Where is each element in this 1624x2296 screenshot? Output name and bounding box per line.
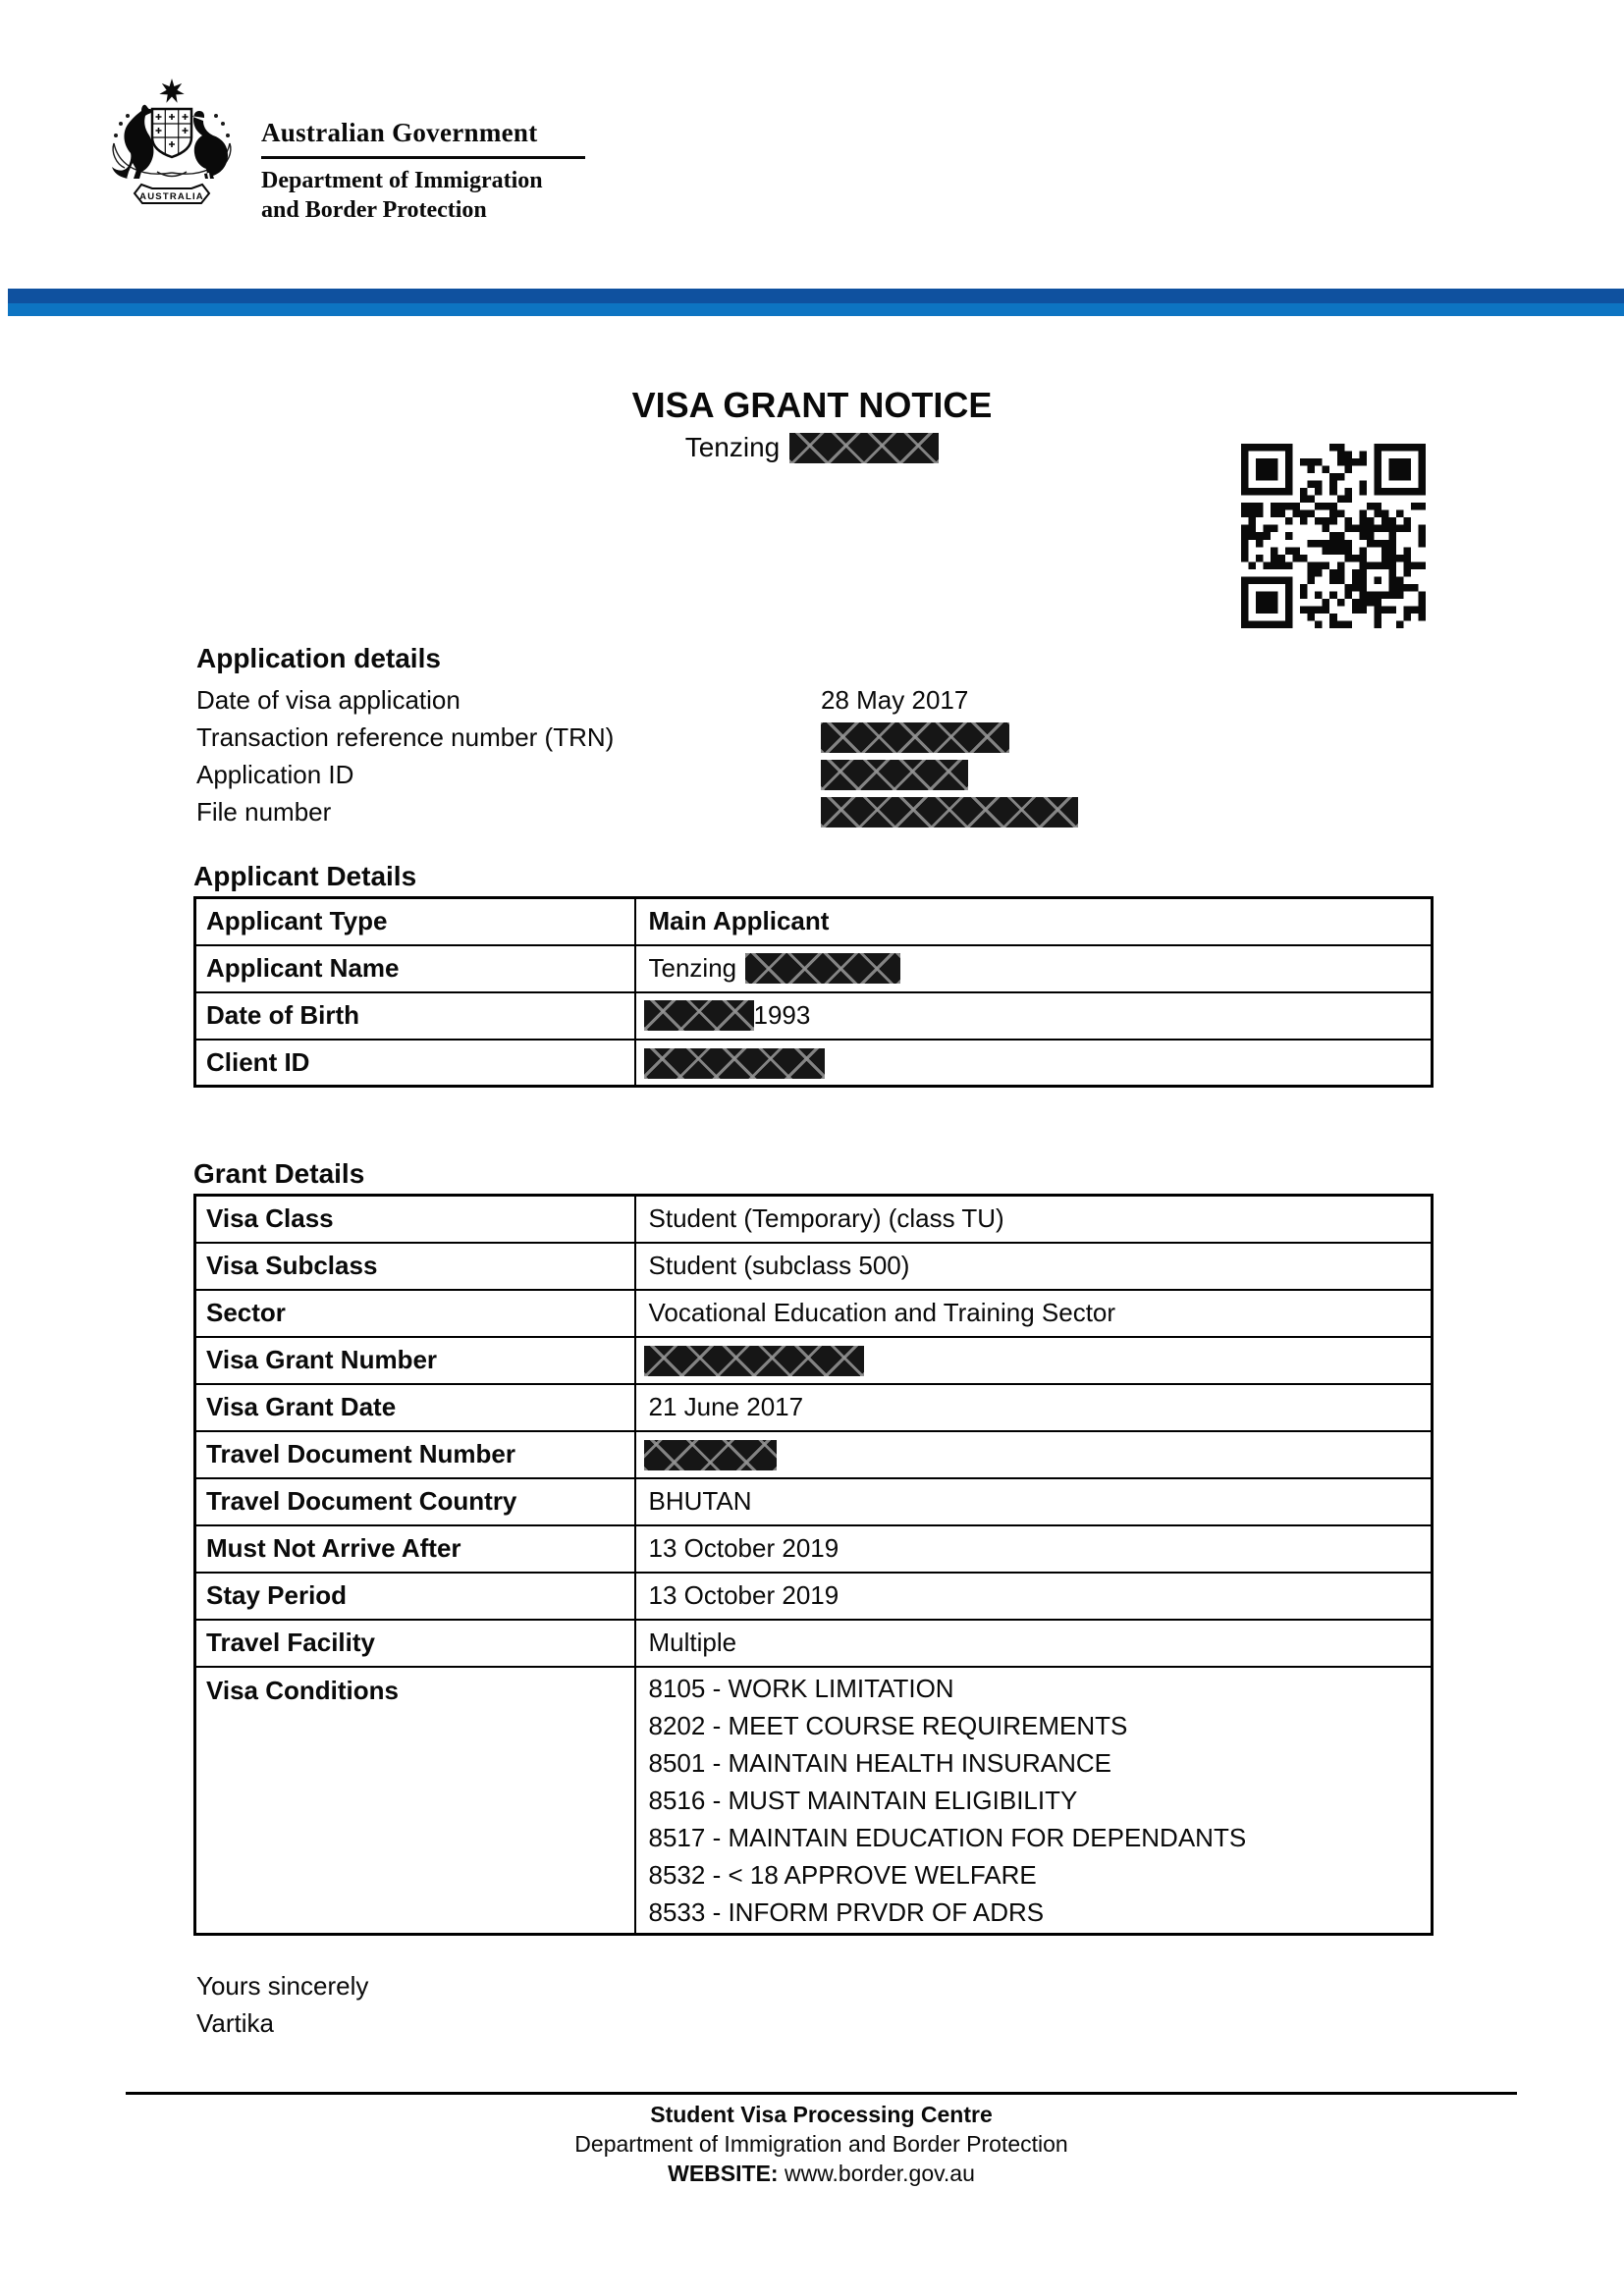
applicant-details-section	[193, 862, 1434, 1088]
signoff	[196, 1967, 368, 2042]
footer	[126, 2100, 1517, 2188]
visa-condition: 8105 - WORK LIMITATION	[648, 1673, 954, 1703]
redacted-surname	[789, 433, 939, 463]
redacted-surname	[745, 953, 900, 984]
website-label: WEBSITE:	[668, 2161, 779, 2186]
redacted-client-id	[644, 1048, 825, 1079]
detail-row: Transaction reference number (TRN)	[196, 719, 1335, 756]
table-row: Travel Document Number	[195, 1431, 1433, 1478]
redacted-visa-grant-number	[644, 1346, 864, 1376]
footer-dept-name: Department of Immigration and Border Protection	[574, 2131, 1068, 2157]
visa-condition: 8533 - INFORM PRVDR OF ADRS	[648, 1896, 1045, 1927]
visa-condition: 8501 - MAINTAIN HEALTH INSURANCE	[648, 1747, 1111, 1778]
redacted-file-number	[821, 797, 1078, 828]
footer-website-line	[126, 2159, 1517, 2188]
visa-conditions-list	[635, 1667, 1433, 1935]
redacted-application-id	[821, 760, 968, 790]
detail-row: File number	[196, 793, 1335, 830]
header-divider-bar	[8, 289, 1624, 316]
table-row: Travel Document Country BHUTAN	[195, 1478, 1433, 1525]
applicant-details-table	[193, 896, 1434, 1088]
table-row: Date of Birth 1993	[195, 992, 1433, 1040]
table-row: Applicant Name Tenzing	[195, 945, 1433, 992]
applicant-first-name: Tenzing	[684, 432, 781, 462]
footer-centre-name: Student Visa Processing Centre	[650, 2102, 993, 2127]
detail-row: Date of visa application 28 May 2017	[196, 684, 969, 715]
table-row: Visa Subclass Student (subclass 500)	[195, 1243, 1433, 1290]
coat-of-arms-icon	[98, 77, 245, 206]
page-title: VISA GRANT NOTICE	[631, 385, 993, 425]
visa-condition: 8532 - < 18 APPROVE WELFARE	[648, 1859, 1037, 1890]
table-row: Must Not Arrive After 13 October 2019	[195, 1525, 1433, 1573]
detail-value: 28 May 2017	[821, 684, 969, 715]
footer-divider	[126, 2092, 1517, 2095]
visa-condition: 8516 - MUST MAINTAIN ELIGIBILITY	[648, 1785, 1078, 1815]
dept-line1: Department of Immigration	[261, 168, 543, 193]
table-row: Travel Facility Multiple	[195, 1620, 1433, 1667]
visa-condition: 8517 - MAINTAIN EDUCATION FOR DEPENDANTS	[648, 1822, 1247, 1852]
crest-banner-text: AUSTRALIA	[139, 191, 204, 202]
qr-code	[1241, 444, 1426, 628]
website-url: www.border.gov.au	[784, 2161, 975, 2186]
visa-condition: 8202 - MEET COURSE REQUIREMENTS	[648, 1710, 1128, 1740]
government-logo	[98, 77, 585, 225]
section-heading: Applicant Details	[193, 861, 417, 891]
table-row: Visa Grant Date 21 June 2017	[195, 1384, 1433, 1431]
table-row: Stay Period 13 October 2019	[195, 1573, 1433, 1620]
signoff-line1: Yours sincerely	[196, 1971, 369, 2001]
table-row: Sector Vocational Education and Training Sector	[195, 1290, 1433, 1337]
signoff-line2: Vartika	[196, 2008, 274, 2038]
table-row: Visa Class Student (Temporary) (class TU)	[195, 1196, 1433, 1243]
dept-line2: and Border Protection	[261, 197, 487, 223]
section-heading: Grant Details	[193, 1158, 365, 1189]
gov-title: Australian Government	[261, 118, 585, 159]
table-row: Visa Conditions 8105 - WORK LIMITATION 8202 - MEET COURSE REQUIREMENTS 8501 - MAINTAIN HEALTH INSURANCE 8516 - MUST MAINTAIN ELIGIBILITY 8517 - MAINTAIN EDUCATION FOR DEPENDANTS 8532 - < 18 APPROVE WELFARE 8533 - INFORM PRVDR OF ADRS	[195, 1667, 1433, 1935]
table-row: Visa Grant Number	[195, 1337, 1433, 1384]
detail-row: Application ID	[196, 756, 1335, 793]
table-row: Applicant Type Main Applicant	[195, 898, 1433, 945]
section-heading: Application details	[196, 643, 441, 673]
table-row: Client ID	[195, 1040, 1433, 1087]
redacted-birthdate	[644, 1000, 754, 1031]
grant-details-section	[193, 1159, 1434, 1936]
application-details-section	[196, 642, 1335, 830]
redacted-trn	[821, 722, 1009, 753]
grant-details-table	[193, 1194, 1434, 1936]
redacted-travel-document-number	[644, 1440, 777, 1470]
